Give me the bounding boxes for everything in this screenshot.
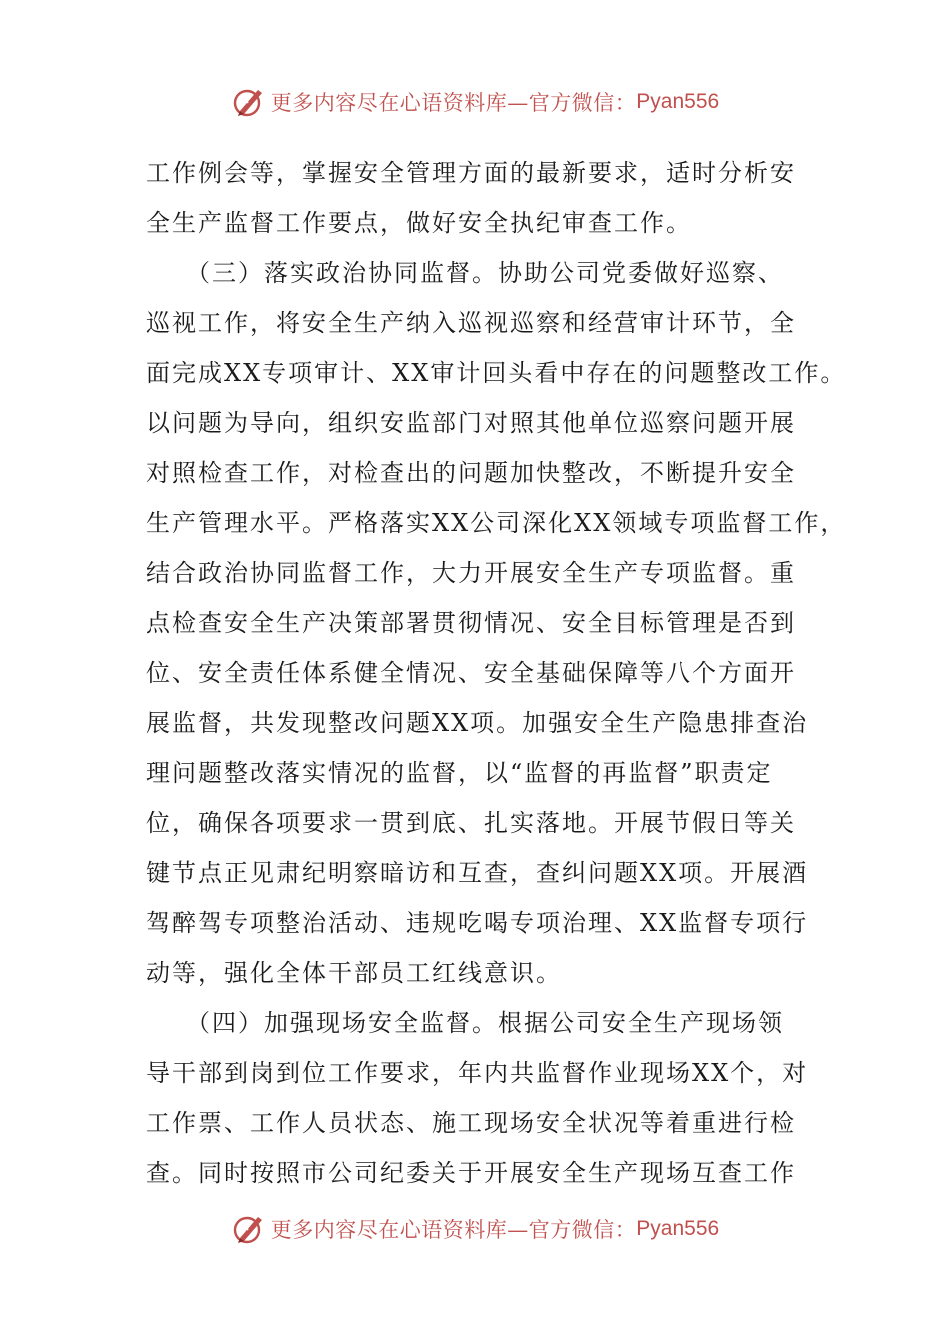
text-line: 点检查安全生产决策部署贯彻情况、安全目标管理是否到	[146, 609, 796, 637]
text-line: 位，确保各项要求一贯到底、扎实落地。开展节假日等关	[146, 809, 796, 837]
text-line: 结合政治协同监督工作，大力开展安全生产专项监督。重	[146, 559, 796, 587]
wechat-id: Pyan556	[636, 90, 720, 113]
text-line: 位、安全责任体系健全情况、安全基础保障等八个方面开	[146, 659, 796, 687]
text-line: 理问题整改落实情况的监督，以“监督的再监督”职责定	[146, 759, 773, 787]
banner-text: 更多内容尽在心语资料库—官方微信：	[270, 91, 637, 115]
text-line: 工作例会等，掌握安全管理方面的最新要求，适时分析安	[146, 159, 796, 187]
pen-logo-icon	[231, 1211, 267, 1247]
text-line: 生产管理水平。严格落实XX公司深化XX领域专项监督工作，	[146, 509, 847, 537]
text-line: 面完成XX专项审计、XX审计回头看中存在的问题整改工作。	[146, 359, 847, 387]
footer-banner	[0, 1209, 950, 1249]
text-line: 对照检查工作，对检查出的问题加快整改，不断提升安全	[146, 459, 796, 487]
banner-text: 更多内容尽在心语资料库—官方微信：	[270, 1218, 637, 1242]
text-line: （四）加强现场安全监督。根据公司安全生产现场领	[146, 1009, 784, 1037]
text-line: 驾醉驾专项整治活动、违规吃喝专项治理、XX监督专项行	[146, 909, 809, 937]
text-line: 巡视工作，将安全生产纳入巡视巡察和经营审计环节，全	[146, 309, 796, 337]
pen-logo-icon	[231, 84, 267, 120]
text-line: 导干部到岗到位工作要求，年内共监督作业现场XX个，对	[146, 1059, 809, 1087]
text-line: 动等，强化全体干部员工红线意识。	[146, 959, 562, 987]
text-line: 查。同时按照市公司纪委关于开展安全生产现场互查工作	[146, 1159, 796, 1187]
text-line: 展监督，共发现整改问题XX项。加强安全生产隐患排查治	[146, 709, 809, 737]
text-line: 工作票、工作人员状态、施工现场安全状况等着重进行检	[146, 1109, 796, 1137]
document-body	[146, 148, 847, 1198]
text-line: （三）落实政治协同监督。协助公司党委做好巡察、	[146, 259, 784, 287]
wechat-id: Pyan556	[636, 1217, 720, 1240]
text-line: 全生产监督工作要点，做好安全执纪审查工作。	[146, 209, 692, 237]
header-banner	[0, 82, 950, 122]
text-line: 键节点正见肃纪明察暗访和互查，查纠问题XX项。开展酒	[146, 859, 809, 887]
text-line: 以问题为导向，组织安监部门对照其他单位巡察问题开展	[146, 409, 796, 437]
